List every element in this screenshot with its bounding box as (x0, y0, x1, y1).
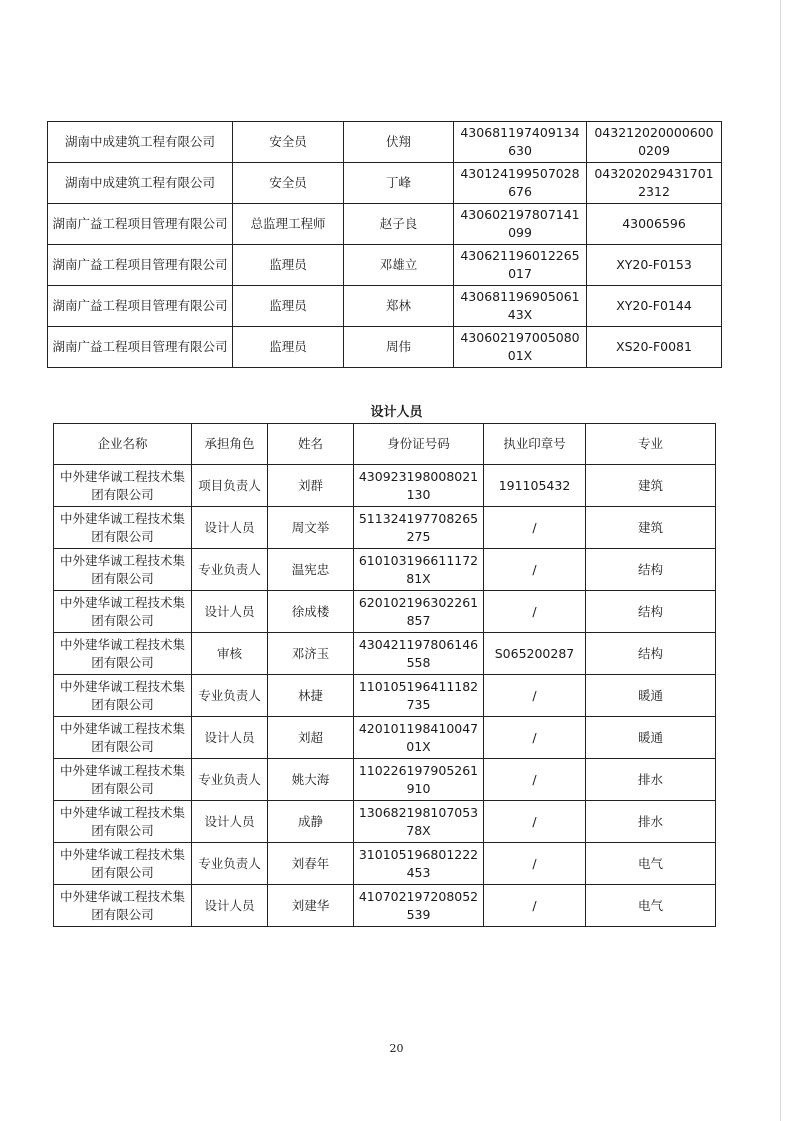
certificate-cell: XY20-F0153 (587, 245, 722, 286)
id-number-cell: 13068219810705378X (354, 801, 484, 843)
table-row (54, 843, 716, 885)
company-cell: 中外建华诚工程技术集团有限公司 (54, 675, 192, 717)
id-number-cell: 511324197708265275 (354, 507, 484, 549)
id-number-cell: 43060219700508001X (454, 327, 587, 368)
id-number-cell: 110226197905261910 (354, 759, 484, 801)
table-row (48, 163, 722, 204)
seal-number-cell: / (484, 717, 586, 759)
header-name: 姓名 (268, 424, 354, 465)
header-company: 企业名称 (54, 424, 192, 465)
company-cell: 中外建华诚工程技术集团有限公司 (54, 591, 192, 633)
table-row (54, 801, 716, 843)
company-cell: 中外建华诚工程技术集团有限公司 (54, 465, 192, 507)
header-id-number: 身份证号码 (354, 424, 484, 465)
certificate-cell: 0432120200006000209 (587, 122, 722, 163)
role-cell: 安全员 (233, 163, 344, 204)
seal-number-cell: / (484, 549, 586, 591)
design-staff-table (53, 423, 716, 927)
certificate-cell: XS20-F0081 (587, 327, 722, 368)
role-cell: 专业负责人 (192, 759, 268, 801)
name-cell: 温宪忠 (268, 549, 354, 591)
company-cell: 中外建华诚工程技术集团有限公司 (54, 633, 192, 675)
seal-number-cell: / (484, 759, 586, 801)
certificate-cell: 0432020294317012312 (587, 163, 722, 204)
role-cell: 设计人员 (192, 885, 268, 927)
table-row (54, 591, 716, 633)
name-cell: 伏翔 (344, 122, 454, 163)
company-cell: 湖南广益工程项目管理有限公司 (48, 327, 233, 368)
name-cell: 邓雄立 (344, 245, 454, 286)
seal-number-cell: / (484, 675, 586, 717)
table-row (48, 327, 722, 368)
role-cell: 专业负责人 (192, 675, 268, 717)
seal-number-cell: / (484, 801, 586, 843)
name-cell: 林捷 (268, 675, 354, 717)
id-number-cell: 430923198008021130 (354, 465, 484, 507)
company-cell: 中外建华诚工程技术集团有限公司 (54, 507, 192, 549)
specialty-cell: 结构 (586, 591, 716, 633)
name-cell: 刘群 (268, 465, 354, 507)
id-number-cell: 110105196411182735 (354, 675, 484, 717)
name-cell: 赵子良 (344, 204, 454, 245)
company-cell: 中外建华诚工程技术集团有限公司 (54, 717, 192, 759)
company-cell: 湖南广益工程项目管理有限公司 (48, 286, 233, 327)
role-cell: 监理员 (233, 286, 344, 327)
table-row (48, 245, 722, 286)
specialty-cell: 暖通 (586, 675, 716, 717)
table-row (54, 549, 716, 591)
name-cell: 郑林 (344, 286, 454, 327)
id-number-cell: 43068119690506143X (454, 286, 587, 327)
role-cell: 项目负责人 (192, 465, 268, 507)
name-cell: 周伟 (344, 327, 454, 368)
table-header-row (54, 424, 716, 465)
role-cell: 监理员 (233, 245, 344, 286)
table-row (54, 465, 716, 507)
company-cell: 湖南中成建筑工程有限公司 (48, 163, 233, 204)
id-number-cell: 410702197208052539 (354, 885, 484, 927)
specialty-cell: 排水 (586, 759, 716, 801)
table-row (54, 759, 716, 801)
role-cell: 审核 (192, 633, 268, 675)
certificate-cell: XY20-F0144 (587, 286, 722, 327)
id-number-cell: 42010119841004701X (354, 717, 484, 759)
role-cell: 设计人员 (192, 801, 268, 843)
company-cell: 中外建华诚工程技术集团有限公司 (54, 801, 192, 843)
supervision-staff-table (47, 121, 722, 368)
id-number-cell: 620102196302261857 (354, 591, 484, 633)
table-row (54, 675, 716, 717)
specialty-cell: 结构 (586, 633, 716, 675)
page-edge-line (780, 0, 781, 1121)
header-seal-number: 执业印章号 (484, 424, 586, 465)
role-cell: 设计人员 (192, 717, 268, 759)
table-row (54, 507, 716, 549)
id-number-cell: 310105196801222453 (354, 843, 484, 885)
role-cell: 总监理工程师 (233, 204, 344, 245)
seal-number-cell: / (484, 843, 586, 885)
id-number-cell: 430124199507028676 (454, 163, 587, 204)
name-cell: 刘建华 (268, 885, 354, 927)
certificate-cell: 43006596 (587, 204, 722, 245)
table-row (54, 633, 716, 675)
company-cell: 湖南广益工程项目管理有限公司 (48, 245, 233, 286)
name-cell: 邓济玉 (268, 633, 354, 675)
company-cell: 湖南广益工程项目管理有限公司 (48, 204, 233, 245)
role-cell: 专业负责人 (192, 549, 268, 591)
company-cell: 中外建华诚工程技术集团有限公司 (54, 843, 192, 885)
header-specialty: 专业 (586, 424, 716, 465)
role-cell: 设计人员 (192, 507, 268, 549)
seal-number-cell: / (484, 507, 586, 549)
name-cell: 成静 (268, 801, 354, 843)
page-number: 20 (389, 1042, 404, 1055)
section-title-design-staff: 设计人员 (370, 405, 423, 420)
table-row (48, 122, 722, 163)
specialty-cell: 建筑 (586, 465, 716, 507)
role-cell: 监理员 (233, 327, 344, 368)
name-cell: 徐成楼 (268, 591, 354, 633)
specialty-cell: 暖通 (586, 717, 716, 759)
table-row (48, 286, 722, 327)
company-cell: 湖南中成建筑工程有限公司 (48, 122, 233, 163)
specialty-cell: 结构 (586, 549, 716, 591)
company-cell: 中外建华诚工程技术集团有限公司 (54, 549, 192, 591)
specialty-cell: 排水 (586, 801, 716, 843)
name-cell: 周文举 (268, 507, 354, 549)
role-cell: 专业负责人 (192, 843, 268, 885)
table-row (54, 717, 716, 759)
role-cell: 安全员 (233, 122, 344, 163)
header-role: 承担角色 (192, 424, 268, 465)
company-cell: 中外建华诚工程技术集团有限公司 (54, 759, 192, 801)
specialty-cell: 建筑 (586, 507, 716, 549)
name-cell: 刘春年 (268, 843, 354, 885)
role-cell: 设计人员 (192, 591, 268, 633)
seal-number-cell: / (484, 591, 586, 633)
id-number-cell: 430621196012265017 (454, 245, 587, 286)
seal-number-cell: S065200287 (484, 633, 586, 675)
specialty-cell: 电气 (586, 843, 716, 885)
name-cell: 刘超 (268, 717, 354, 759)
seal-number-cell: 191105432 (484, 465, 586, 507)
id-number-cell: 61010319661117281X (354, 549, 484, 591)
id-number-cell: 430421197806146558 (354, 633, 484, 675)
id-number-cell: 430602197807141099 (454, 204, 587, 245)
name-cell: 丁峰 (344, 163, 454, 204)
table-row (54, 885, 716, 927)
company-cell: 中外建华诚工程技术集团有限公司 (54, 885, 192, 927)
specialty-cell: 电气 (586, 885, 716, 927)
seal-number-cell: / (484, 885, 586, 927)
name-cell: 姚大海 (268, 759, 354, 801)
table-row (48, 204, 722, 245)
id-number-cell: 430681197409134630 (454, 122, 587, 163)
